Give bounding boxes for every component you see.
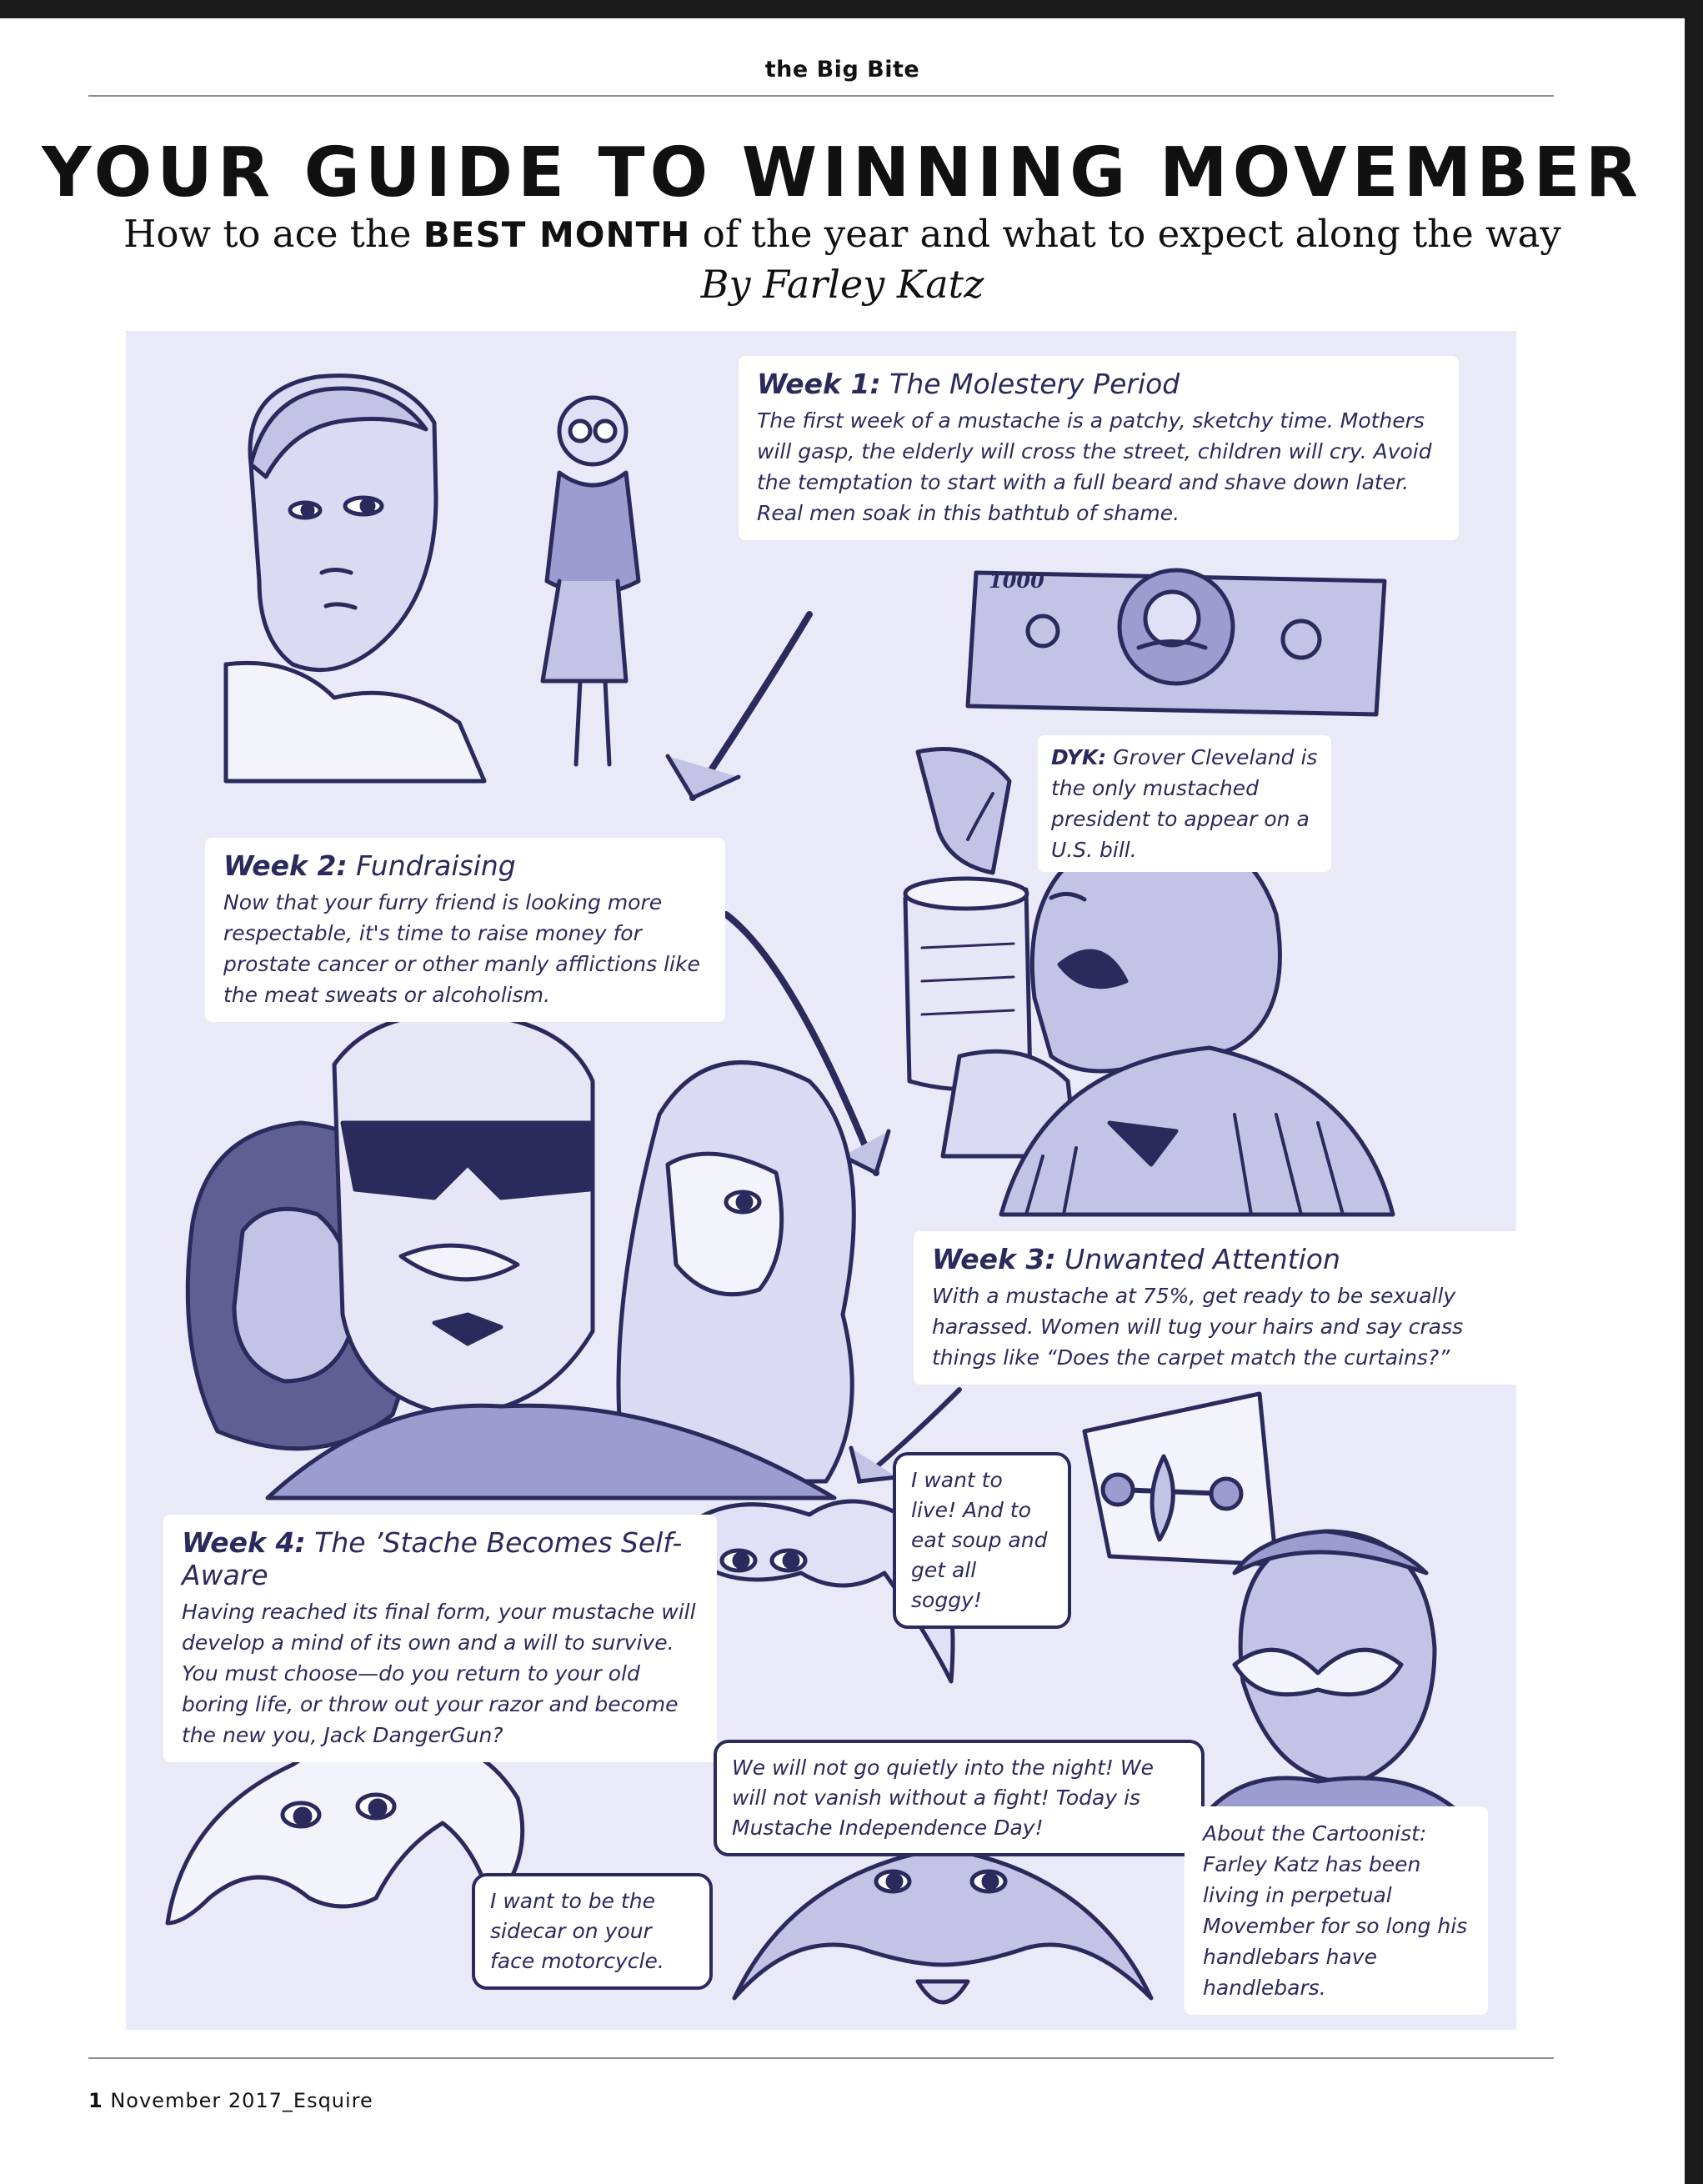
independence-mustache-illustration — [734, 1848, 1151, 2002]
dyk-body: Grover Cleveland is the only mustached president to appear on a U.S. bill. — [1051, 745, 1318, 862]
week3-title: Unwanted Attention — [1064, 1243, 1340, 1275]
dyk-caption — [1038, 735, 1331, 872]
page-number: 1 — [88, 2089, 103, 2112]
week4-label: Week 4: — [182, 1526, 306, 1559]
section-label: the Big Bite — [764, 57, 920, 83]
week1-label: Week 1: — [757, 368, 881, 400]
week4-body: Having reached its final form, your mustache will develop a mind of its own and a will to survive. You must choose—do you return to your old boring life, or throw out your razor and become the new you, Jack DangerGun? — [182, 1600, 696, 1747]
dek-before: How to ace the — [123, 212, 423, 256]
comic-panel — [126, 331, 1516, 2030]
mother-and-child-illustration — [543, 398, 639, 764]
week4-caption — [163, 1515, 717, 1762]
patchy-mustache-man-illustration — [226, 376, 484, 781]
week2-label: Week 2: — [223, 849, 348, 882]
issue-label: November 2017_Esquire — [110, 2089, 373, 2112]
live-speech-bubble: I want to live! And to eat soup and get all soggy! — [893, 1452, 1071, 1629]
week1-title: The Molestery Period — [889, 368, 1180, 400]
week3-body: With a mustache at 75%, get ready to be sexually harassed. Women will tug your hairs and say crass things like “Does the carpet match the curtains?” — [932, 1284, 1464, 1370]
sidecar-mustache-illustration — [168, 1742, 523, 1923]
women-harassing-man-illustration — [188, 1014, 854, 1498]
cartoonist-caption — [1185, 1806, 1488, 2015]
headline: YOUR GUIDE TO WINNING MOVEMBER — [42, 133, 1643, 213]
footer-rule — [88, 2057, 1554, 2059]
byline: By Farley Katz — [700, 262, 984, 307]
week2-body: Now that your furry friend is looking more respectable, it's time to raise money for prostate cancer or other manly afflictions like the meat sweats or alcoholism. — [223, 890, 700, 1007]
header-rule — [88, 95, 1554, 97]
dyk-label: DYK: — [1051, 745, 1107, 769]
independence-speech-bubble: We will not go quietly into the night! We will not vanish without a fight! Today is Mustache Independence Day! — [714, 1740, 1205, 1856]
cartoonist-label: About the Cartoonist: — [1203, 1821, 1427, 1846]
dek — [0, 212, 1685, 256]
dek-emphasis: BEST MONTH — [423, 214, 691, 255]
dek-after: of the year and what to expect along the way — [690, 212, 1561, 256]
week1-caption — [739, 356, 1459, 540]
week3-label: Week 3: — [932, 1243, 1056, 1275]
week3-caption — [914, 1231, 1516, 1385]
sidecar-speech-bubble: I want to be the sidecar on your face motorcycle. — [472, 1873, 713, 1990]
week1-body: The first week of a mustache is a patchy, sketchy time. Mothers will gasp, the elderly will cross the street, children will cry. Avoid the temptation to start with a full beard and shave down later. Real men soak in this bathtub of shame. — [757, 408, 1432, 525]
bill-denomination: 1000 — [989, 569, 1044, 593]
week4-title: The ’Stache Becomes Self-Aware — [182, 1526, 683, 1591]
week2-caption — [205, 838, 725, 1022]
week2-title: Fundraising — [356, 849, 516, 882]
page-footer — [88, 2089, 373, 2112]
cartoonist-body: Farley Katz has been living in perpetual Movember for so long his handlebars have handlebars. — [1203, 1852, 1468, 2000]
magazine-page — [0, 18, 1685, 2184]
